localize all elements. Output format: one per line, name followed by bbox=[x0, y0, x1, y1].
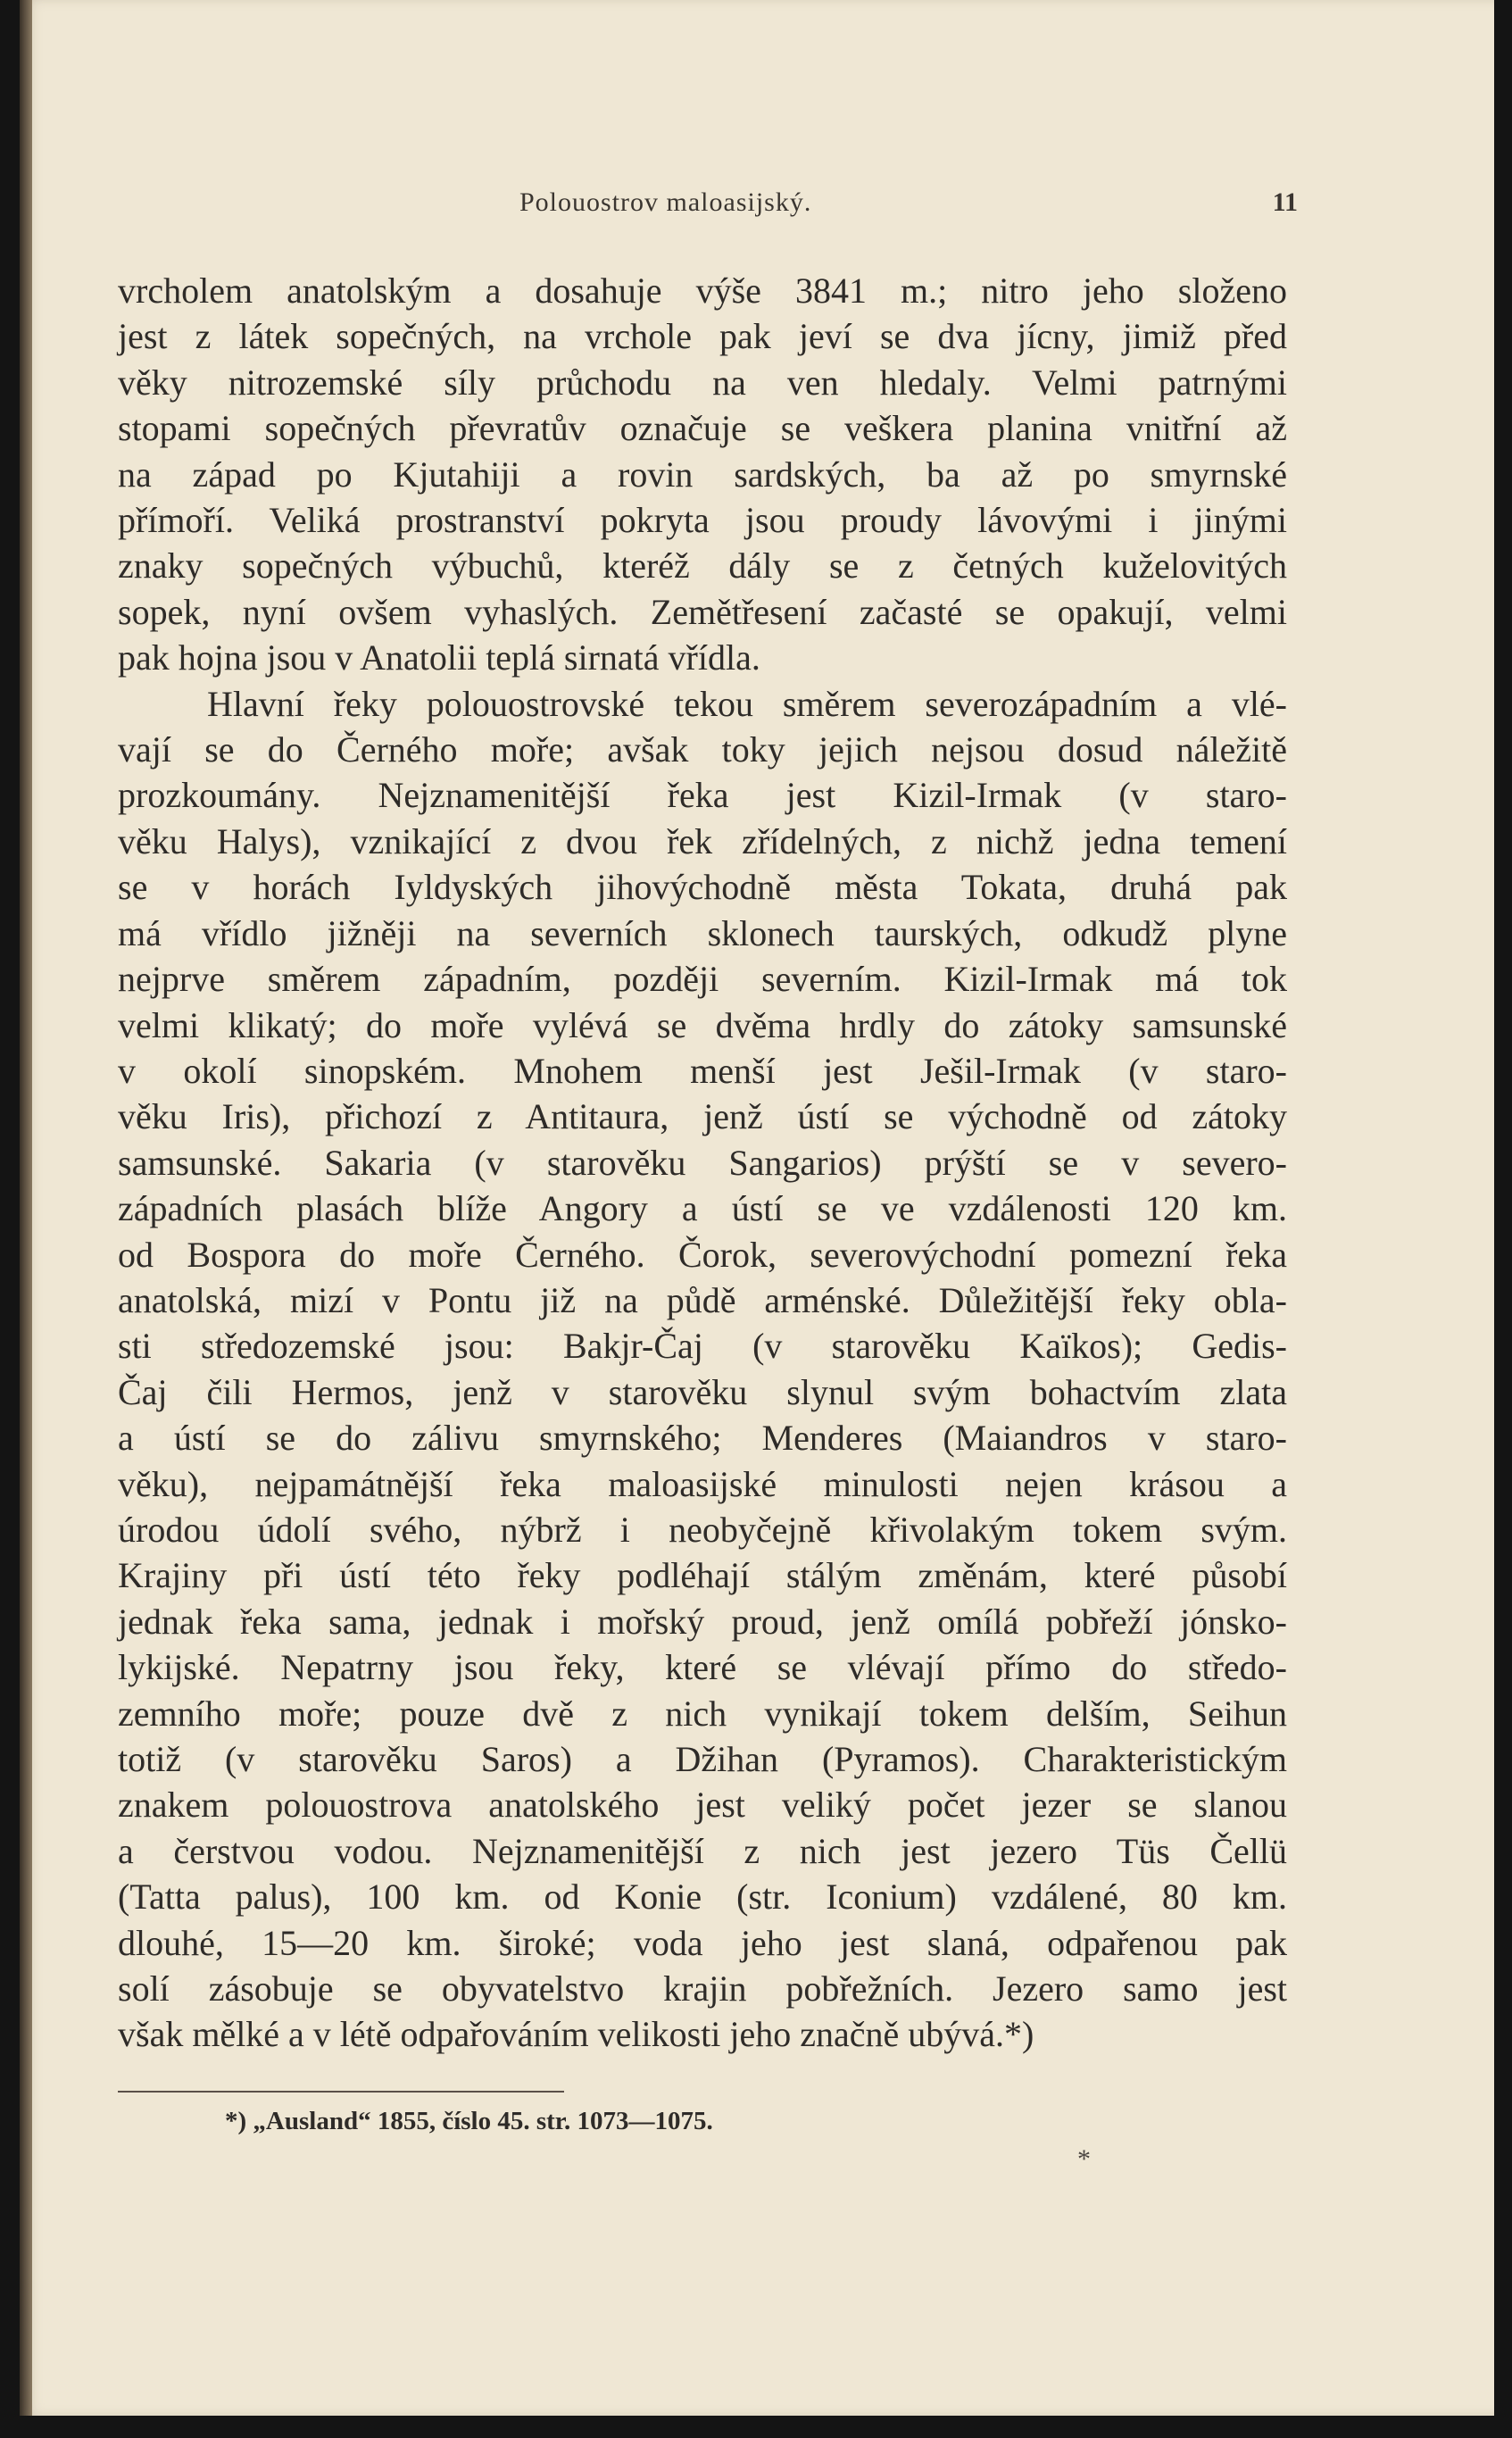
book-page bbox=[20, 0, 1494, 2416]
text-line: velmi klikatý; do moře vylévá se dvěma hrdly do zátoky samsunské bbox=[118, 1004, 1287, 1045]
footnote-divider bbox=[118, 2091, 564, 2093]
text-line: dlouhé, 15—20 km. široké; voda jeho jest slaná, odpařenou pak bbox=[118, 1922, 1287, 1963]
text-line: Krajiny při ústí této řeky podléhají stálým změnám, které působí bbox=[118, 1555, 1287, 1596]
text-line: jest z látek sopečných, na vrchole pak jeví se dva jícny, jimiž před bbox=[118, 316, 1287, 357]
text-line: solí zásobuje se obyvatelstvo krajin pobřežních. Jezero samo jest bbox=[118, 1968, 1287, 2009]
text-line: věku), nejpamátnější řeka maloasijské minulosti nejen krásou a bbox=[118, 1463, 1287, 1504]
text-line: a ústí se do zálivu smyrnského; Menderes (Maiandros v staro- bbox=[118, 1418, 1287, 1459]
page-number: 11 bbox=[1272, 187, 1298, 217]
body-text bbox=[118, 268, 1287, 2058]
text-line: zemního moře; pouze dvě z nich vynikají tokem delším, Seihun bbox=[118, 1693, 1287, 1734]
text-line: vají se do Černého moře; avšak toky jejich nejsou dosud náležitě bbox=[118, 729, 1287, 770]
text-line: totiž (v starověku Saros) a Džihan (Pyramos). Charakteristickým bbox=[118, 1739, 1287, 1779]
text-line: sopek, nyní ovšem vyhaslých. Zemětřesení začasté se opakují, velmi bbox=[118, 591, 1287, 632]
text-line: (Tatta palus), 100 km. od Konie (str. Iconium) vzdálené, 80 km. bbox=[118, 1876, 1287, 1918]
text-line: a čerstvou vodou. Nejznamenitější z nich jest jezero Tüs Čellü bbox=[118, 1830, 1287, 1871]
page-binding-edge bbox=[20, 0, 32, 2416]
text-line: prozkoumány. Nejznamenitější řeka jest Kizil-Irmak (v staro- bbox=[118, 775, 1287, 816]
text-line: má vřídlo jižněji na severních sklonech taurských, odkudž plyne bbox=[118, 912, 1287, 953]
running-title: Polouostrov maloasijský. bbox=[519, 187, 812, 217]
footnote: *) „Ausland“ 1855, číslo 45. str. 1073—1075. bbox=[225, 2107, 713, 2135]
text-line: Hlavní řeky polouostrovské tekou směrem severozápadním a vlé- bbox=[207, 683, 1287, 724]
text-line: západních plasách blíže Angory a ústí se ve vzdálenosti 120 km. bbox=[118, 1188, 1287, 1229]
text-line: úrodou údolí svého, nýbrž i neobyčejně křivolakým tokem svým. bbox=[118, 1509, 1287, 1550]
text-line: nejprve směrem západním, později severním. Kizil-Irmak má tok bbox=[118, 959, 1287, 1000]
text-line: věky nitrozemské síly průchodu na ven hledaly. Velmi patrnými bbox=[118, 362, 1287, 403]
text-line: věku Iris), přichozí z Antitaura, jenž ústí se východně od zátoky bbox=[118, 1096, 1287, 1137]
text-line: samsunské. Sakaria (v starověku Sangarios) prýští se v severo- bbox=[118, 1142, 1287, 1183]
text-line: Čaj čili Hermos, jenž v starověku slynul svým bohactvím zlata bbox=[118, 1371, 1287, 1412]
text-line: sti středozemské jsou: Bakjr-Čaj (v starověku Kaïkos); Gedis- bbox=[118, 1326, 1287, 1367]
text-line: pak hojna jsou v Anatolii teplá sirnatá vřídla. bbox=[118, 637, 760, 678]
signature-mark: * bbox=[1077, 2144, 1091, 2174]
text-line: od Bospora do moře Černého. Čorok, severovýchodní pomezní řeka bbox=[118, 1234, 1287, 1275]
text-line: anatolská, mizí v Pontu již na půdě arménské. Důležitější řeky obla- bbox=[118, 1279, 1287, 1320]
text-line: stopami sopečných převratův označuje se veškera planina vnitřní až bbox=[118, 408, 1287, 449]
text-line: vrcholem anatolským a dosahuje výše 3841 m.; nitro jeho složeno bbox=[118, 270, 1287, 311]
text-line: lykijské. Nepatrny jsou řeky, které se vlévají přímo do středo- bbox=[118, 1647, 1287, 1688]
text-line: věku Halys), vznikající z dvou řek zřídelných, z nichž jedna temení bbox=[118, 820, 1287, 861]
text-line: přímoří. Veliká prostranství pokryta jsou proudy lávovými i jinými bbox=[118, 500, 1287, 541]
text-line: jednak řeka sama, jednak i mořský proud, jenž omílá pobřeží jónsko- bbox=[118, 1601, 1287, 1642]
page-header bbox=[20, 187, 1494, 223]
text-line: se v horách Iyldyských jihovýchodně města Tokata, druhá pak bbox=[118, 867, 1287, 908]
text-line: na západ po Kjutahiji a rovin sardských, ba až po smyrnské bbox=[118, 453, 1287, 495]
text-line: znaky sopečných výbuchů, kteréž dály se z četných kuželovitých bbox=[118, 545, 1287, 587]
text-line: však mělké a v létě odpařováním velikosti jeho značně ubývá.*) bbox=[118, 2014, 1034, 2055]
text-line: v okolí sinopském. Mnohem menší jest Ješil-Irmak (v staro- bbox=[118, 1050, 1287, 1091]
text-line: znakem polouostrova anatolského jest veliký počet jezer se slanou bbox=[118, 1785, 1287, 1826]
